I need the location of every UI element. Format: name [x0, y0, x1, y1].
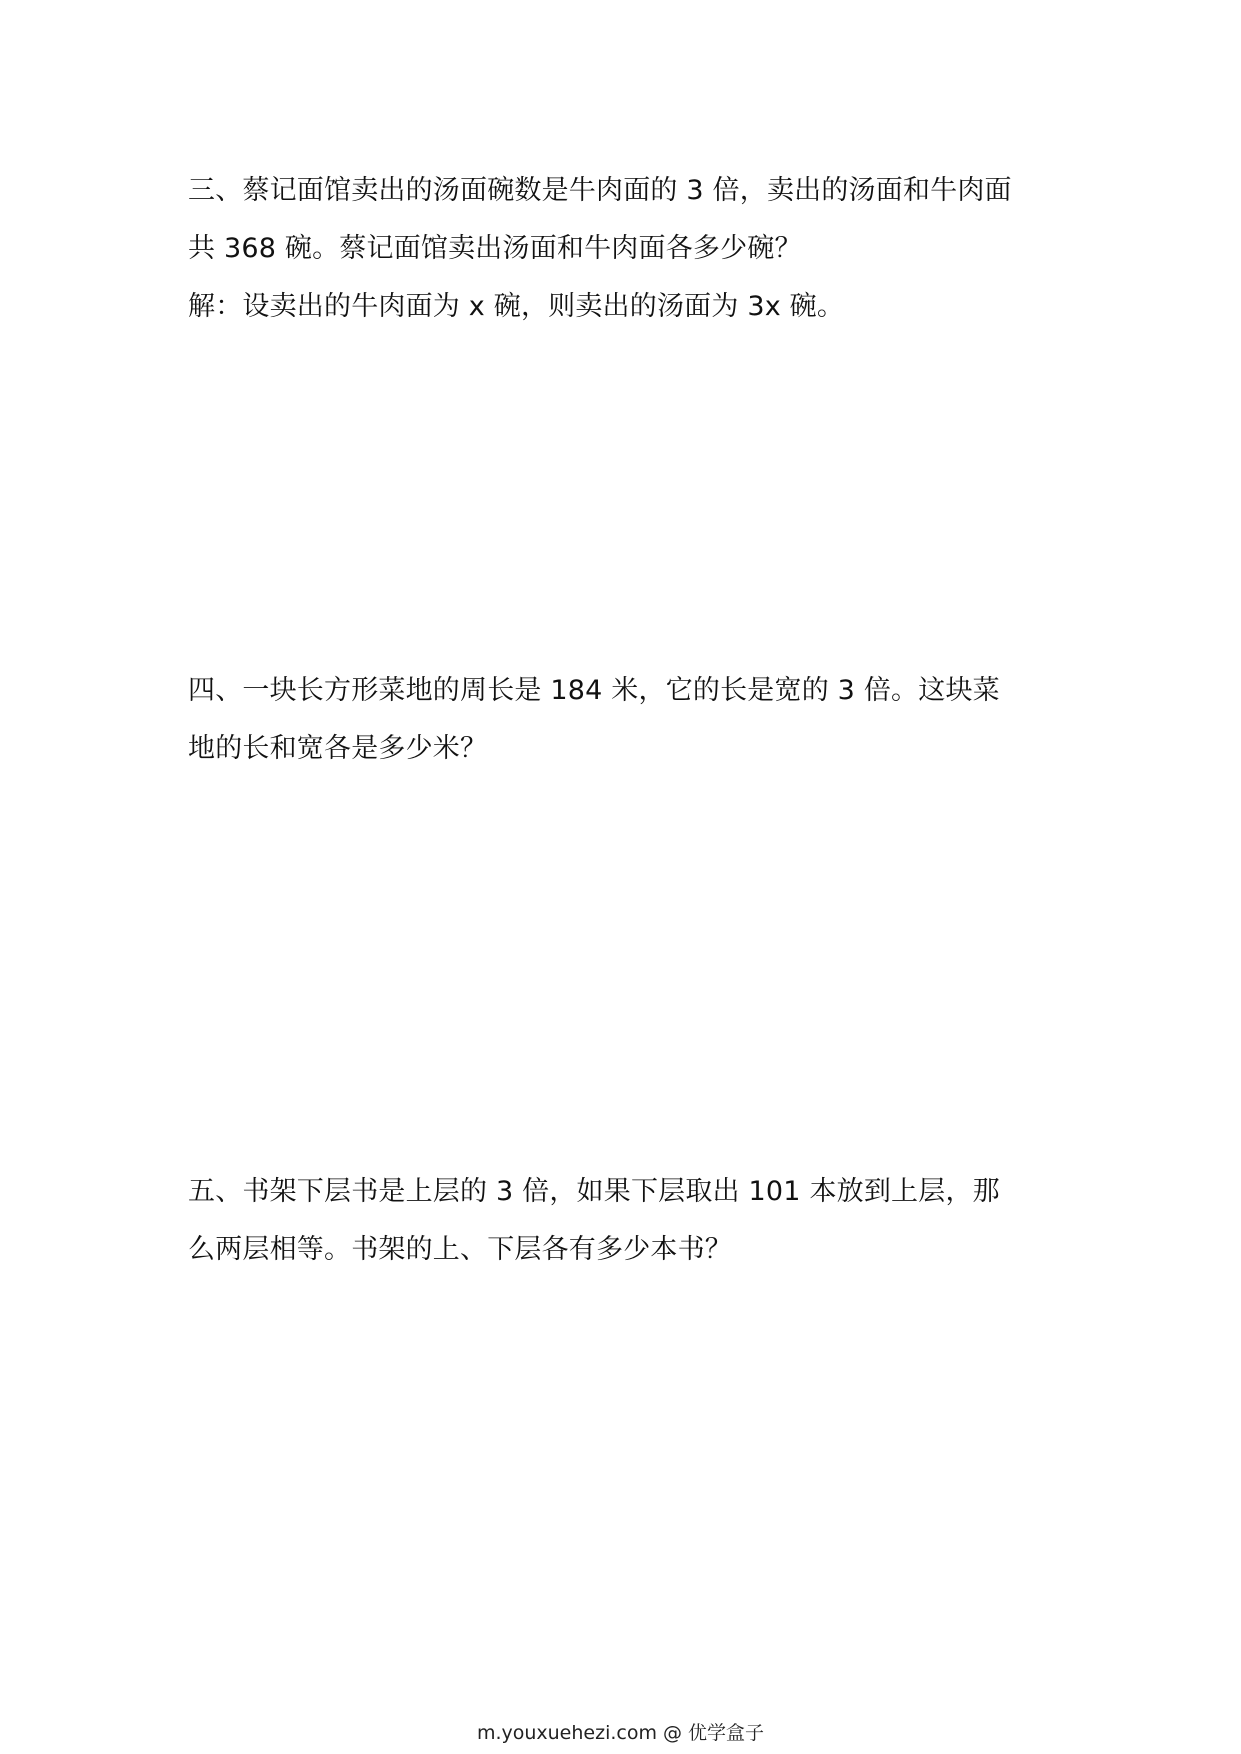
problem-4: [188, 662, 1068, 778]
problem-5-line-1: 五、书架下层书是上层的 3 倍，如果下层取出 101 本放到上层，那: [188, 1176, 1000, 1207]
page-footer: m.youxuehezi.com @ 优学盒子: [476, 1722, 765, 1744]
problem-3-solution-line: 解：设卖出的牛肉面为 x 碗，则卖出的汤面为 3x 碗。: [188, 291, 845, 322]
problem-3-line-1: 三、蔡记面馆卖出的汤面碗数是牛肉面的 3 倍，卖出的汤面和牛肉面: [188, 175, 1012, 206]
problem-3-line-2: 共 368 碗。蔡记面馆卖出汤面和牛肉面各多少碗？: [188, 233, 802, 264]
problem-4-line-2: 地的长和宽各是多少米？: [188, 733, 488, 764]
problem-4-line-1: 四、一块长方形菜地的周长是 184 米，它的长是宽的 3 倍。这块菜: [188, 675, 1000, 706]
problem-5-line-2: 么两层相等。书架的上、下层各有多少本书？: [188, 1234, 732, 1265]
problem-5: [188, 1163, 1068, 1279]
problem-3: [188, 162, 1068, 336]
